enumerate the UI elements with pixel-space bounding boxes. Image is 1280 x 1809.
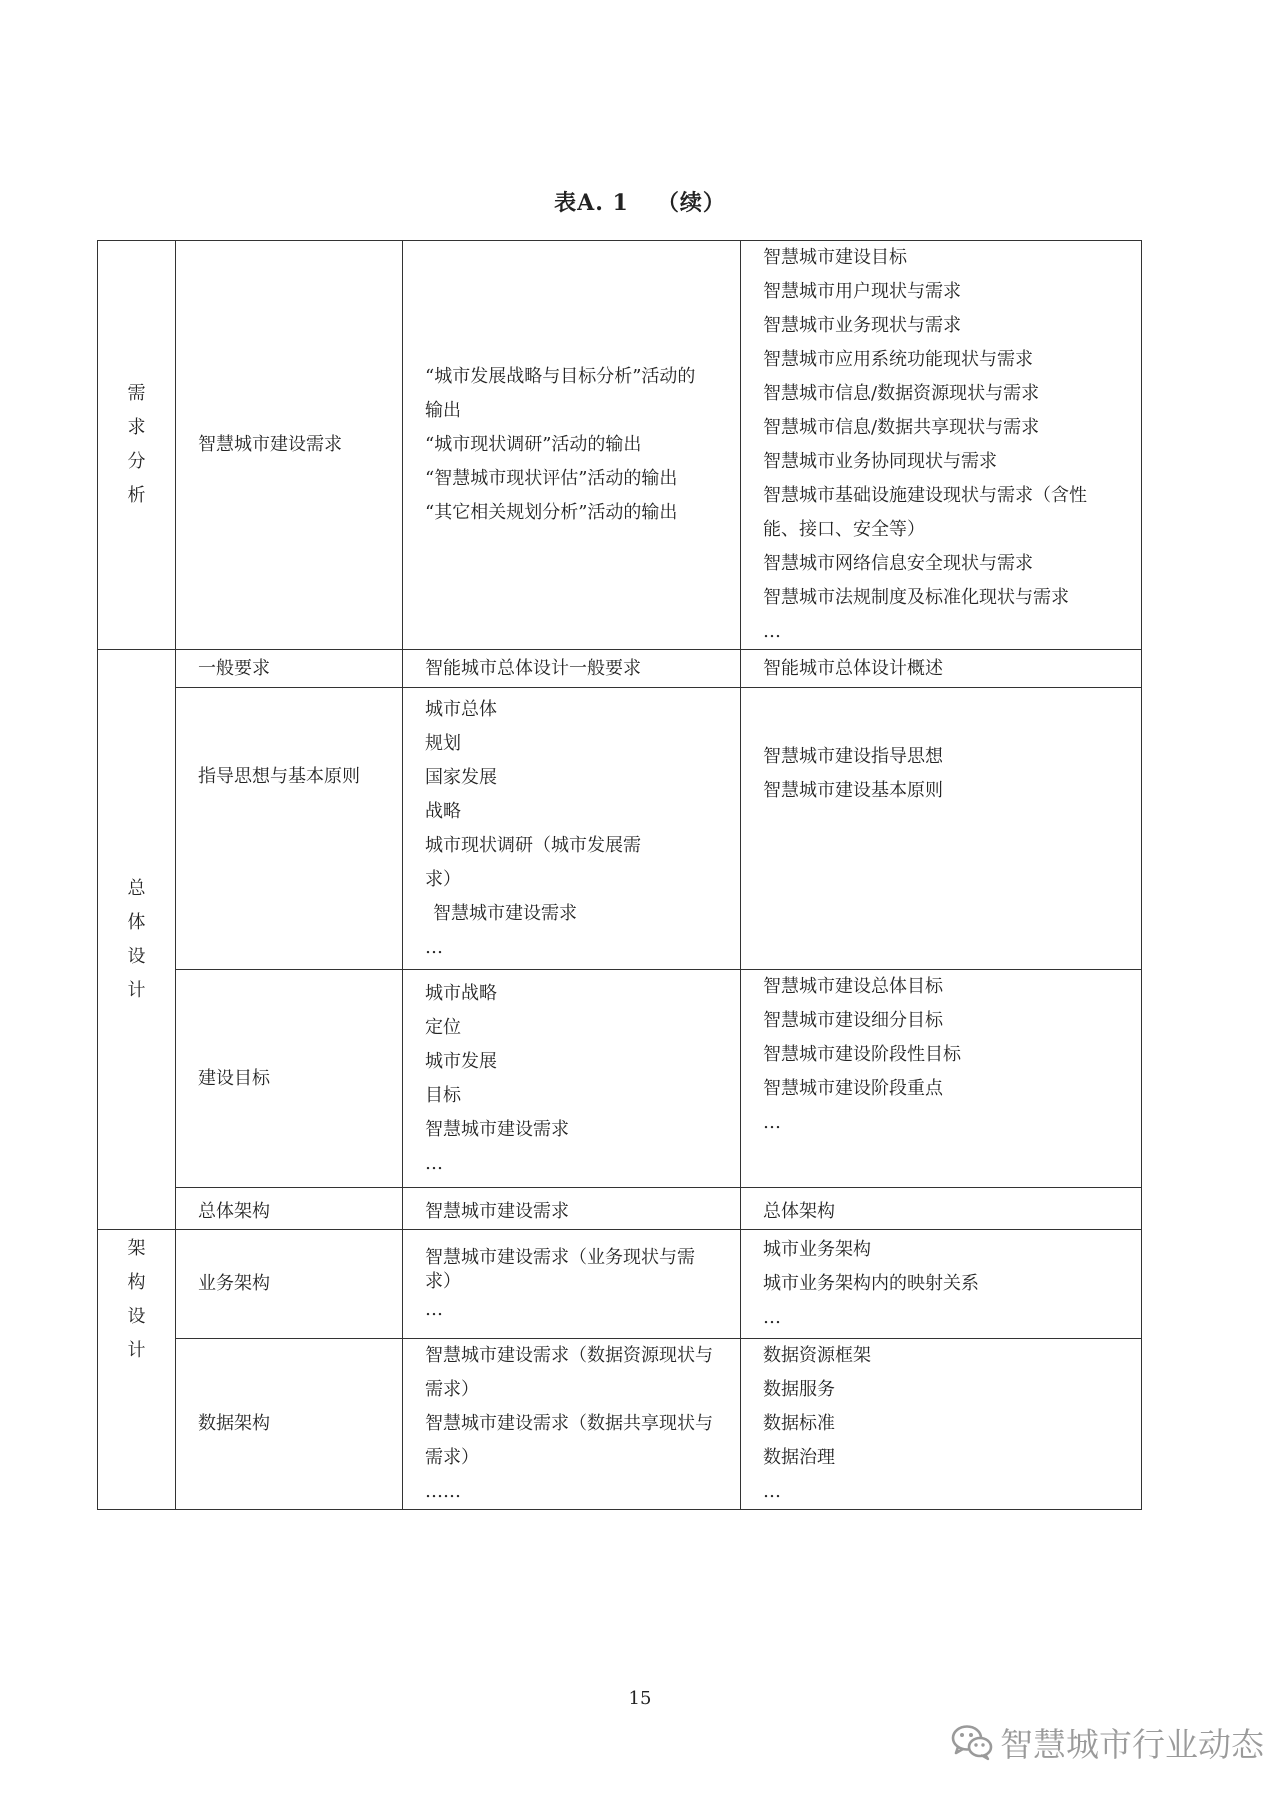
output-line: 智慧城市信息/数据共享现状与需求 (763, 417, 1040, 438)
output-line: 数据资源框架 (763, 1345, 871, 1366)
output-line: 总体架构 (763, 1201, 835, 1222)
input-line: 城市战略 (425, 982, 497, 1004)
output-cell (741, 1230, 1142, 1339)
table-continued: （续） (656, 190, 726, 216)
item-cell: 指导思想与基本原则 (176, 688, 403, 970)
item-cell: 智慧城市建设需求 (176, 241, 403, 650)
input-line: “城市现状调研”活动的输出 (425, 434, 642, 455)
output-line: 智慧城市法规制度及标准化现状与需求 (763, 587, 1069, 608)
input-line: 城市总体 (425, 698, 497, 720)
input-line: 定位 (425, 1016, 461, 1038)
section-cell (98, 1230, 176, 1510)
input-line: 智慧城市建设需求（数据共享现状与需求） (425, 1413, 713, 1468)
output-line: 智能城市总体设计概述 (763, 657, 943, 679)
input-line: 智慧城市建设需求 (425, 1118, 569, 1140)
input-line: 智慧城市建设需求 (425, 1201, 569, 1222)
input-line: 智慧城市建设需求 (433, 902, 577, 924)
input-cell (403, 1230, 741, 1339)
table-row (98, 241, 1142, 650)
output-line: 数据服务 (763, 1379, 835, 1400)
input-line: …… (425, 1481, 461, 1502)
table-row (98, 970, 1142, 1188)
output-cell (741, 688, 1142, 970)
input-line: “城市发展战略与目标分析”活动的输出 (425, 366, 696, 421)
input-line: 国家发展 (425, 766, 497, 788)
output-line: 智慧城市基础设施建设现状与需求（含性能、接口、安全等） (763, 485, 1087, 540)
section-label: 总体设计 (127, 877, 146, 1001)
table-row (98, 1339, 1142, 1510)
wechat-icon (950, 1722, 994, 1762)
watermark (950, 1712, 1264, 1772)
output-line: … (763, 1112, 781, 1133)
output-line: 城市业务架构内的映射关系 (763, 1273, 979, 1294)
output-line: 智慧城市业务现状与需求 (763, 315, 961, 336)
output-line: 智慧城市建设总体目标 (763, 976, 943, 997)
table-row (98, 1188, 1142, 1230)
table-number: 表A. 1 (554, 190, 629, 216)
input-cell (403, 1339, 741, 1510)
input-line: 城市发展 (425, 1050, 497, 1072)
section-cell (98, 241, 176, 650)
output-line: 智慧城市网络信息安全现状与需求 (763, 553, 1033, 574)
output-line: 智慧城市用户现状与需求 (763, 281, 961, 302)
table-title (0, 186, 1280, 217)
input-cell (403, 650, 741, 688)
input-line: … (425, 1152, 443, 1174)
output-line: 智慧城市应用系统功能现状与需求 (763, 349, 1033, 370)
output-cell (741, 1188, 1142, 1230)
output-line: 数据标准 (763, 1413, 835, 1434)
section-cell (98, 650, 176, 1230)
output-cell (741, 1339, 1142, 1510)
output-line: 数据治理 (763, 1447, 835, 1468)
output-line: 智慧城市建设细分目标 (763, 1010, 943, 1031)
input-cell (403, 688, 741, 970)
input-line: … (425, 1299, 443, 1320)
output-cell (741, 970, 1142, 1188)
output-line: 智慧城市建设指导思想 (763, 746, 943, 767)
watermark-text: 智慧城市行业动态 (1000, 1724, 1264, 1764)
output-line: 智慧城市建设阶段性目标 (763, 1044, 961, 1065)
input-line: “其它相关规划分析”活动的输出 (425, 502, 678, 523)
input-line: 智慧城市建设需求（业务现状与需求） (425, 1247, 695, 1292)
table-row (98, 1230, 1142, 1339)
input-cell (403, 241, 741, 650)
item-cell: 建设目标 (176, 970, 403, 1188)
item-cell: 一般要求 (176, 650, 403, 688)
input-cell (403, 1188, 741, 1230)
input-line: “智慧城市现状评估”活动的输出 (425, 468, 678, 489)
output-line: 智慧城市建设目标 (763, 247, 907, 268)
item-cell: 数据架构 (176, 1339, 403, 1510)
output-line: 智慧城市建设阶段重点 (763, 1078, 943, 1099)
output-line: 智慧城市业务协同现状与需求 (763, 451, 997, 472)
section-label: 架构设计 (127, 1237, 146, 1361)
input-line: 战略 (425, 800, 461, 822)
item-cell: 总体架构 (176, 1188, 403, 1230)
page-number: 15 (628, 1688, 652, 1709)
input-line: 目标 (425, 1084, 461, 1106)
input-line: 规划 (425, 732, 461, 754)
input-cell (403, 970, 741, 1188)
output-line: … (763, 1481, 781, 1502)
output-line: … (763, 621, 781, 642)
output-line: 智慧城市建设基本原则 (763, 780, 943, 801)
input-line: 城市现状调研（城市发展需求） (425, 834, 641, 890)
table-row (98, 688, 1142, 970)
output-line: 城市业务架构 (763, 1239, 871, 1260)
output-cell (741, 650, 1142, 688)
output-cell (741, 241, 1142, 650)
spec-table (97, 240, 1142, 1510)
input-line: 智慧城市建设需求（数据资源现状与需求） (425, 1345, 713, 1400)
input-line: 智能城市总体设计一般要求 (425, 657, 641, 679)
section-label: 需求分析 (127, 383, 146, 506)
output-line: … (763, 1307, 781, 1328)
table-row (98, 650, 1142, 688)
output-line: 智慧城市信息/数据资源现状与需求 (763, 383, 1040, 404)
input-line: … (425, 936, 443, 958)
item-cell: 业务架构 (176, 1230, 403, 1339)
